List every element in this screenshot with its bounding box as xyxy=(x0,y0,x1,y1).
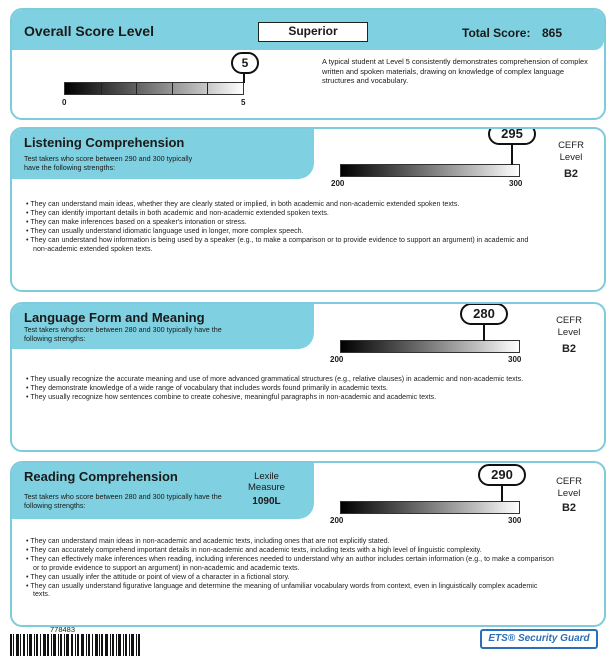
list-item: • They can understand how information is being used by a speaker (e.g., to make a comparison or to provide evidence to support an argument) in academic and non-academic extended spoken texts. xyxy=(26,235,529,253)
language-title: Language Form and Meaning xyxy=(24,310,205,325)
reading-lexile: Lexile Measure 1090L xyxy=(248,471,285,507)
total-score-value: 865 xyxy=(542,26,563,40)
language-score-gauge xyxy=(340,340,520,353)
listening-score-marker: 295 xyxy=(488,127,536,145)
list-item: • They can identify important details in both academic and non-academic extended spoken texts. xyxy=(26,208,329,217)
ets-security-guard-logo: ETS® Security Guard xyxy=(480,629,598,649)
reading-score-gauge xyxy=(340,501,520,514)
listening-scale-min: 200 xyxy=(331,179,345,188)
list-item: • They can make inferences based on a speaker's intonation or stress. xyxy=(26,217,247,226)
listening-bullets xyxy=(24,200,544,253)
footer xyxy=(10,624,606,660)
listening-scale-max: 300 xyxy=(509,179,523,188)
language-score-marker: 280 xyxy=(460,303,508,325)
overall-scale-min: 0 xyxy=(62,98,67,107)
barcode-icon xyxy=(10,634,142,656)
reading-cefr-value: B2 xyxy=(561,502,577,514)
language-tab xyxy=(12,304,314,349)
language-cefr: CEFR Level B2 xyxy=(548,315,590,355)
reading-scale-min: 200 xyxy=(330,516,344,525)
list-item: • They can understand main ideas, whether they are clearly stated or implied, in both academic and non-academic extended spoken texts. xyxy=(26,200,460,208)
list-item: • They can usually understand idiomatic language used in longer, more complex speech. xyxy=(26,226,304,235)
language-panel xyxy=(10,302,606,452)
listening-title: Listening Comprehension xyxy=(24,135,185,150)
list-item: • They can usually infer the attitude or point of view of a character in a fictional story. xyxy=(26,572,290,581)
listening-score-gauge xyxy=(340,164,520,177)
reading-cefr: CEFR Level B2 xyxy=(548,476,590,514)
list-item: • They can effectively make inferences when reading, including inferences needed to understand why an author includes certain information (e.g., to make a comparison or to provide evidence to support an argument) in non-academic and academic texts. xyxy=(26,554,554,572)
overall-level-label: Superior xyxy=(258,22,368,42)
lexile-value: 1090L xyxy=(252,496,281,507)
total-score-label: Total Score: xyxy=(462,26,531,40)
language-cefr-value: B2 xyxy=(561,343,577,355)
overall-level-marker: 5 xyxy=(231,52,259,74)
reading-bullets xyxy=(24,537,554,599)
barcode-number: 778483 xyxy=(50,625,76,634)
list-item: • They demonstrate knowledge of a wide range of vocabulary that includes words found primarily in academic texts. xyxy=(26,383,388,392)
list-item: • They can understand main ideas in non-academic and academic texts, including ones that are not explicitly stated. xyxy=(26,537,390,545)
list-item: • They can accurately comprehend important details in non-academic and academic texts, including texts with a high level of linguistic complexity. xyxy=(26,545,482,554)
listening-score-pointer xyxy=(511,145,513,165)
listening-cefr-value: B2 xyxy=(563,168,579,180)
list-item: • They usually recognize how sentences combine to create cohesive, meaningful paragraphs in non-academic and academic texts. xyxy=(26,392,437,401)
reading-panel xyxy=(10,461,606,627)
reading-title: Reading Comprehension xyxy=(24,469,178,484)
reading-description: Test takers who score between 280 and 300 typically have the following strengths: xyxy=(24,492,222,510)
language-scale-min: 200 xyxy=(330,355,344,364)
language-scale-max: 300 xyxy=(508,355,522,364)
overall-description: A typical student at Level 5 consistently demonstrates comprehension of complex written and spoken materials, drawing on knowledge of complex language structures and vocabulary. xyxy=(322,57,588,85)
language-bullets xyxy=(24,375,554,402)
overall-level-gauge xyxy=(64,82,244,95)
overall-scale-max: 5 xyxy=(241,98,246,107)
reading-scale-max: 300 xyxy=(508,516,522,525)
list-item: • They can usually understand figurative language and determine the meaning of unfamiliar vocabulary words from context, even in linguistically complex academic texts. xyxy=(26,581,538,599)
listening-description: Test takers who score between 290 and 300 typically have the following strengths: xyxy=(24,154,193,172)
listening-cefr: CEFR Level B2 xyxy=(550,140,592,180)
list-item: • They usually recognize the accurate meaning and use of more advanced grammatical structures (e.g., relative clauses) in academic and non-academic texts. xyxy=(26,375,524,383)
overall-title: Overall Score Level xyxy=(24,23,154,39)
listening-panel xyxy=(10,127,606,292)
overall-score-panel xyxy=(10,8,606,120)
reading-score-marker: 290 xyxy=(478,464,526,486)
language-description: Test takers who score between 280 and 300 typically have the following strengths: xyxy=(24,325,222,343)
listening-tab xyxy=(12,129,314,179)
